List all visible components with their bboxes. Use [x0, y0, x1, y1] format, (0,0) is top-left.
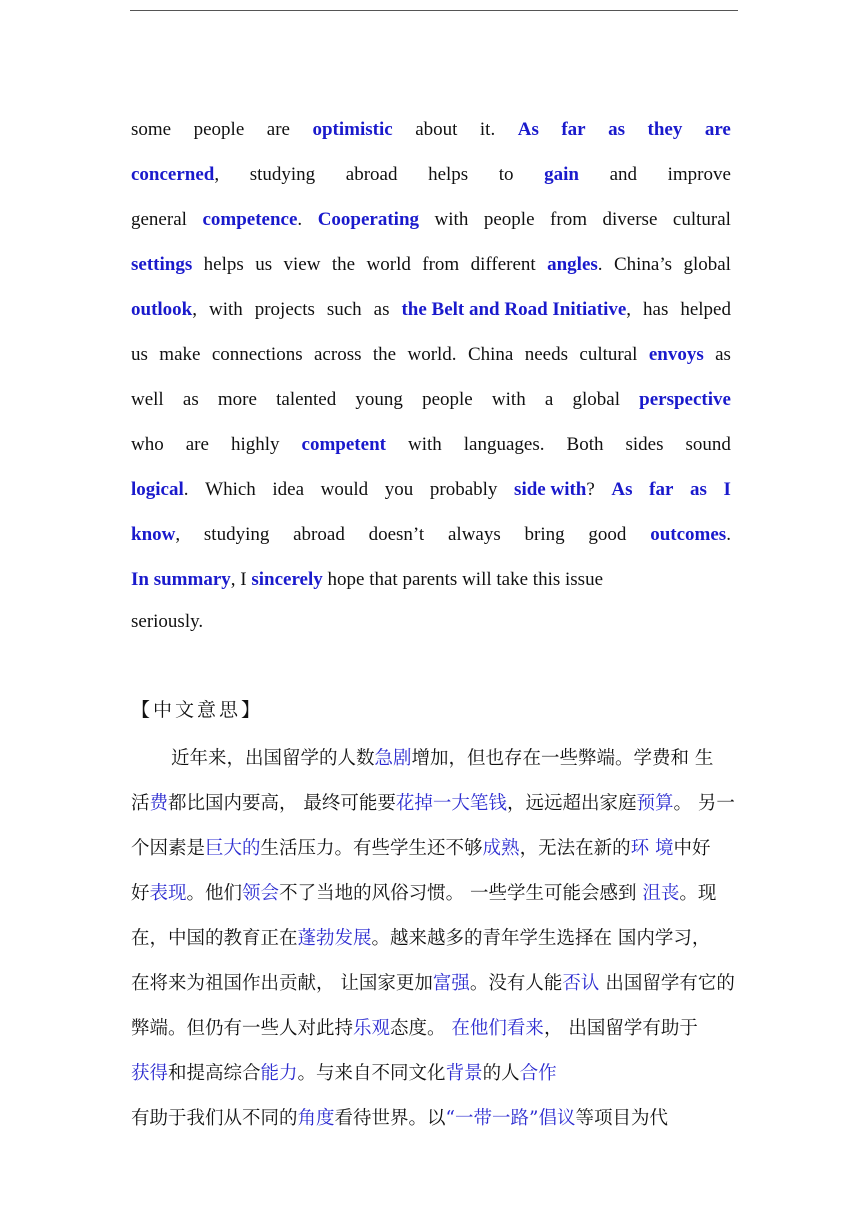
word-token	[131, 422, 164, 467]
text-segment: 。他们	[186, 883, 243, 904]
word-token	[186, 422, 209, 467]
keyword-token	[131, 287, 197, 332]
punctuation: ,	[230, 569, 236, 590]
keyword-token	[202, 197, 302, 242]
word-token	[346, 152, 398, 197]
word-token	[218, 377, 257, 422]
keyword-token	[611, 467, 632, 512]
word: as	[373, 299, 390, 320]
highlighted-phrase: 费	[149, 793, 169, 814]
word: more	[217, 389, 257, 410]
word-token	[468, 332, 513, 377]
keyword-token	[131, 152, 219, 197]
text-segment: 。越来越多的青年学生选择在 国内学习，	[371, 928, 711, 949]
word-token	[293, 512, 345, 557]
keyword: are	[704, 119, 731, 140]
keyword-token	[131, 557, 236, 602]
word-token	[131, 197, 187, 242]
word: with	[407, 434, 442, 455]
highlighted-phrase: 急剧	[374, 748, 412, 769]
highlighted-phrase: 富强	[432, 973, 470, 994]
word-token	[499, 152, 514, 197]
chinese-line	[131, 916, 738, 961]
text-segment: 。现	[679, 883, 717, 904]
word-token	[430, 467, 498, 512]
keyword-token	[318, 197, 419, 242]
word: studying	[203, 524, 270, 545]
word-token	[715, 332, 731, 377]
word-token	[284, 242, 321, 287]
word: China	[467, 344, 514, 365]
text-segment: 和提高综合	[168, 1063, 261, 1084]
word: parents	[402, 569, 458, 590]
word-token	[492, 377, 526, 422]
keyword-token	[705, 107, 731, 152]
word: doesn’t	[368, 524, 425, 545]
word-token	[327, 287, 362, 332]
word-token	[579, 332, 637, 377]
text-segment: 生活压力。有些学生还不够	[260, 838, 483, 859]
keyword-token	[302, 422, 386, 467]
text-segment: 出国留学有它的	[599, 973, 735, 994]
word: people	[422, 389, 473, 410]
keyword-token	[608, 107, 625, 152]
word-token	[209, 287, 243, 332]
word: languages.	[463, 434, 545, 455]
word-token	[159, 332, 200, 377]
text-segment: 增加，但也存在一些弊端。学费和 生	[411, 748, 714, 769]
keyword: I	[723, 479, 731, 500]
keyword-token	[547, 242, 602, 287]
highlighted-phrase: 获得	[131, 1063, 169, 1084]
word-token	[131, 377, 164, 422]
text-segment: 弊端。但仍有一些人对此持	[131, 1018, 354, 1039]
english-line	[131, 467, 731, 512]
word: the	[331, 254, 356, 275]
word-token	[408, 422, 442, 467]
word-token	[614, 242, 672, 287]
word-token	[385, 467, 414, 512]
english-line	[131, 332, 731, 377]
keyword: In summary	[131, 569, 231, 590]
text-segment: 看待世界。以	[334, 1108, 446, 1129]
word: Both	[566, 434, 604, 455]
keyword: settings	[131, 254, 193, 275]
header-rule	[130, 10, 738, 11]
word-token	[131, 332, 148, 377]
word: as	[182, 389, 199, 410]
highlighted-phrase: 合作	[519, 1063, 557, 1084]
highlighted-phrase: 角度	[297, 1108, 335, 1129]
chinese-line	[131, 1051, 738, 1096]
word-token	[374, 287, 390, 332]
highlighted-phrase: 花掉一大笔钱	[395, 793, 507, 814]
keyword-token	[251, 557, 322, 602]
word-token	[332, 242, 355, 287]
word-token	[267, 107, 290, 152]
word: issue	[565, 569, 603, 590]
word: needs	[524, 344, 568, 365]
word-token	[525, 332, 568, 377]
word-token	[668, 152, 731, 197]
highlighted-phrase: 表现	[149, 883, 187, 904]
word: China’s	[613, 254, 673, 275]
text-segment: 有助于我们从不同的	[131, 1108, 298, 1129]
punctuation: ,	[626, 299, 632, 320]
punctuation: .	[726, 524, 731, 545]
word-token	[464, 422, 545, 467]
keyword: outlook	[131, 299, 193, 320]
keyword-token	[561, 107, 585, 152]
word-token	[480, 107, 495, 152]
word: probably	[429, 479, 498, 500]
word: the	[372, 344, 397, 365]
keyword: outcomes	[650, 524, 727, 545]
keyword: concerned	[131, 164, 215, 185]
keyword: optimistic	[312, 119, 393, 140]
chinese-line	[131, 1096, 738, 1141]
text-segment: 个因素是	[131, 838, 206, 859]
word: such	[326, 299, 362, 320]
word: sides	[625, 434, 664, 455]
keyword: As	[611, 479, 633, 500]
word-token	[683, 242, 731, 287]
word: you	[384, 479, 414, 500]
word: it.	[479, 119, 496, 140]
word: world	[366, 254, 411, 275]
highlighted-phrase: 预算	[636, 793, 674, 814]
english-line	[131, 197, 731, 242]
highlighted-phrase: “一带一路”倡议	[445, 1108, 576, 1129]
word: make	[159, 344, 201, 365]
text-segment: 都比国内要高， 最终可能要	[168, 793, 396, 814]
word: will	[462, 569, 492, 590]
word-token	[355, 377, 403, 422]
word-token	[204, 242, 244, 287]
keyword: the Belt and Road Initiative	[401, 299, 627, 320]
word: abroad	[345, 164, 398, 185]
word: are	[266, 119, 290, 140]
english-line	[131, 107, 731, 152]
english-line	[131, 512, 731, 557]
word: studying	[249, 164, 316, 185]
highlighted-phrase: 蓬勃发展	[297, 928, 372, 949]
keyword-token	[518, 107, 539, 152]
word: young	[355, 389, 403, 410]
keyword: side with	[514, 479, 587, 500]
word: I	[240, 569, 247, 590]
keyword: they	[647, 119, 683, 140]
word: helps	[428, 164, 469, 185]
word-token	[369, 557, 398, 602]
word: talented	[276, 389, 337, 410]
word-token	[328, 557, 365, 602]
word-token	[610, 152, 637, 197]
punctuation: .	[297, 209, 303, 230]
word-token	[471, 242, 536, 287]
punctuation: ?	[586, 479, 595, 500]
word-token	[314, 332, 361, 377]
word-token	[367, 242, 411, 287]
punctuation: .	[597, 254, 603, 275]
english-line	[131, 557, 731, 602]
keyword: as	[690, 479, 707, 500]
word-token	[402, 557, 457, 602]
chinese-line	[131, 826, 738, 871]
text-segment: ，无法在新的	[519, 838, 631, 859]
text-segment: ，远远超出家庭	[506, 793, 637, 814]
english-line	[131, 602, 731, 642]
word-token	[194, 107, 245, 152]
word: take	[496, 569, 529, 590]
keyword: As	[517, 119, 539, 140]
text-segment: 的人	[482, 1063, 520, 1084]
word: seriously.	[131, 611, 204, 632]
keyword: gain	[544, 164, 579, 185]
word-token	[484, 197, 535, 242]
word-token	[550, 197, 587, 242]
text-segment: 活	[131, 793, 150, 814]
word: are	[185, 434, 209, 455]
word-token	[643, 287, 668, 332]
keyword-token	[131, 512, 180, 557]
word-token	[369, 512, 425, 557]
chinese-line	[131, 961, 738, 1006]
text-segment: 中好	[673, 838, 711, 859]
word: across	[314, 344, 362, 365]
word-token	[680, 287, 731, 332]
word-token	[525, 512, 565, 557]
chinese-line	[131, 781, 738, 826]
word: as	[715, 344, 731, 365]
keyword-token	[690, 467, 707, 512]
text-segment: 在，中国的教育正在	[131, 928, 298, 949]
word: that	[369, 569, 398, 590]
highlighted-phrase: 成熟	[482, 838, 520, 859]
word-token	[415, 107, 457, 152]
english-line	[131, 242, 731, 287]
word: always	[447, 524, 501, 545]
word-token	[428, 152, 468, 197]
word-token	[422, 377, 473, 422]
word: good	[588, 524, 627, 545]
word-token	[673, 197, 731, 242]
word-token	[545, 377, 553, 422]
word: Which	[205, 479, 256, 500]
text-segment: 不了当地的风俗习惯。 一些学生可能会感到	[279, 883, 643, 904]
text-segment: ， 出国留学有助于	[543, 1018, 698, 1039]
word: improve	[667, 164, 731, 185]
keyword-token	[401, 287, 631, 332]
word-token	[373, 332, 396, 377]
word-token	[572, 377, 620, 422]
word-token	[212, 332, 303, 377]
word-token	[422, 242, 459, 287]
keyword: logical	[131, 479, 184, 500]
word: people	[193, 119, 245, 140]
english-line	[131, 287, 731, 332]
punctuation: ,	[214, 164, 220, 185]
punctuation: ,	[192, 299, 197, 320]
keyword-token	[131, 467, 189, 512]
word-token	[183, 377, 199, 422]
word-token	[462, 557, 492, 602]
word: idea	[272, 479, 305, 500]
text-segment: 在将来为祖国作出贡献， 让国家更加	[131, 973, 433, 994]
highlighted-phrase: 能力	[260, 1063, 298, 1084]
word: diverse	[602, 209, 658, 230]
word-token	[131, 602, 203, 642]
chinese-passage	[131, 736, 738, 1141]
text-segment: 。 另一	[673, 793, 735, 814]
english-line	[131, 422, 731, 467]
highlighted-phrase: 沮丧	[642, 883, 680, 904]
word-token	[567, 422, 604, 467]
text-segment: 等项目为代	[575, 1108, 668, 1129]
word: projects	[254, 299, 315, 320]
word-token	[448, 512, 501, 557]
highlighted-phrase: 领会	[242, 883, 280, 904]
keyword-token	[544, 152, 579, 197]
word: a	[544, 389, 554, 410]
word: cultural	[672, 209, 731, 230]
keyword: far	[561, 119, 586, 140]
keyword: competence	[202, 209, 298, 230]
word-token	[131, 107, 171, 152]
word: world.	[407, 344, 457, 365]
word: general	[131, 209, 187, 230]
word: cultural	[579, 344, 638, 365]
highlighted-phrase: 巨大的	[205, 838, 261, 859]
chinese-line	[131, 1006, 738, 1051]
word: connections	[211, 344, 303, 365]
word: with	[434, 209, 469, 230]
keyword-token	[131, 242, 192, 287]
word: us	[255, 254, 273, 275]
highlighted-phrase: 环 境	[630, 838, 674, 859]
word: from	[422, 254, 460, 275]
word-token	[626, 422, 664, 467]
highlighted-phrase: 乐观	[353, 1018, 391, 1039]
word-token	[321, 467, 369, 512]
highlighted-phrase: 在他们看来	[451, 1018, 544, 1039]
keyword: as	[608, 119, 626, 140]
text-segment: 好	[131, 883, 150, 904]
word: view	[283, 254, 321, 275]
word: this	[532, 569, 561, 590]
word: who	[131, 434, 164, 455]
word: with	[208, 299, 243, 320]
word: global	[683, 254, 731, 275]
word-token	[603, 197, 658, 242]
chinese-section-title: 【中文意思】	[131, 699, 264, 721]
highlighted-phrase: 背景	[445, 1063, 483, 1084]
english-passage	[131, 107, 731, 642]
word: some	[131, 119, 172, 140]
keyword-token	[649, 332, 704, 377]
word: helped	[680, 299, 731, 320]
highlighted-phrase: 否认	[562, 973, 600, 994]
word: abroad	[293, 524, 345, 545]
keyword-token	[514, 467, 595, 512]
punctuation: .	[183, 479, 189, 500]
word-token	[205, 467, 256, 512]
text-segment: 。没有人能	[469, 973, 563, 994]
text-segment: 近年来，出国留学的人数	[171, 748, 375, 769]
keyword-token	[639, 377, 731, 422]
word: helps	[203, 254, 244, 275]
word-token	[250, 152, 315, 197]
word: different	[470, 254, 536, 275]
word: with	[491, 389, 526, 410]
chinese-line	[131, 736, 738, 781]
word: to	[498, 164, 514, 185]
word: people	[483, 209, 535, 230]
text-segment: 态度。	[390, 1018, 452, 1039]
word: would	[320, 479, 369, 500]
word-token	[435, 197, 469, 242]
word-token	[276, 377, 336, 422]
keyword-token	[312, 107, 392, 152]
chinese-line	[131, 871, 738, 916]
word: well	[131, 389, 164, 410]
word: about	[415, 119, 458, 140]
word-token	[272, 467, 304, 512]
word-token	[240, 557, 246, 602]
keyword: sincerely	[251, 569, 323, 590]
keyword: far	[649, 479, 674, 500]
keyword-token	[648, 107, 683, 152]
keyword: envoys	[648, 344, 704, 365]
word-token	[255, 242, 272, 287]
word-token	[204, 512, 269, 557]
word-token	[686, 422, 731, 467]
word-token	[565, 557, 603, 602]
keyword-token	[650, 512, 731, 557]
english-line	[131, 152, 731, 197]
word-token	[255, 287, 315, 332]
keyword: angles	[547, 254, 598, 275]
word-token	[496, 557, 528, 602]
word-token	[588, 512, 626, 557]
word: global	[572, 389, 620, 410]
keyword-token	[724, 467, 731, 512]
word: sound	[685, 434, 731, 455]
text-segment: 。与来自不同文化	[297, 1063, 446, 1084]
word-token	[231, 422, 280, 467]
punctuation: ,	[175, 524, 181, 545]
keyword: know	[131, 524, 176, 545]
word: bring	[524, 524, 565, 545]
keyword-token	[649, 467, 673, 512]
word: has	[643, 299, 669, 320]
word: from	[550, 209, 587, 230]
keyword: perspective	[639, 389, 731, 410]
english-line	[131, 377, 731, 422]
word: and	[609, 164, 638, 185]
word-token	[533, 557, 560, 602]
word: us	[131, 344, 148, 365]
keyword: competent	[301, 434, 386, 455]
word: highly	[230, 434, 280, 455]
keyword: Cooperating	[317, 209, 420, 230]
word: hope	[327, 569, 365, 590]
word-token	[407, 332, 456, 377]
